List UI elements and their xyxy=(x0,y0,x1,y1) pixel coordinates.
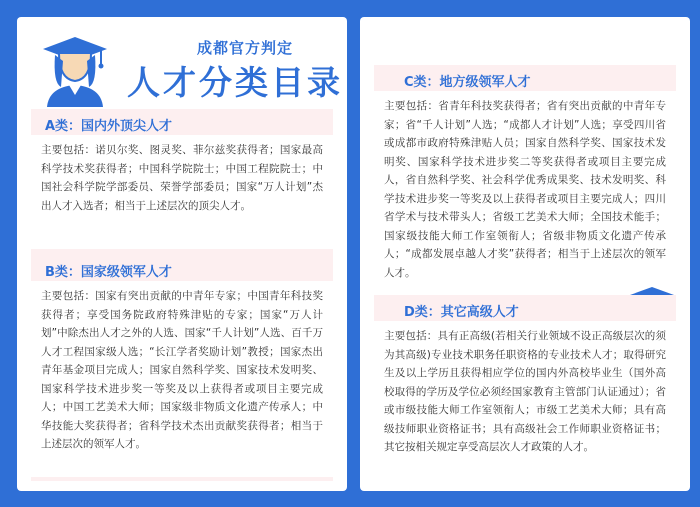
section-d-body: 主要包括：具有正高级(若相关行业领域不设正高级层次的须为其高级)专业技术职务任职资格的专业技术人才；取得研究生及以上学历且获得相应学位的国内外高校毕业生（国外高校取得的学历及学位必须经国家教育主管部门认证通过）；省或市级技能大师工作室领衔人；市级工艺美术大师；具有高级技师职业资格证书；具有高级社会工作师职业资格证书；其它按相关规定享受高层次人才政策的人才。 xyxy=(374,321,676,487)
section-b-title: B类：国家级领军人才 xyxy=(45,265,172,280)
section-c xyxy=(374,65,676,283)
section-c-title: C类：地方级领军人才 xyxy=(404,75,531,90)
section-b xyxy=(31,249,333,481)
section-b-body: 主要包括：国家有突出贡献的中青年专家；中国青年科技奖获得者；享受国务院政府特殊津贴的专家；国家“万人计划”中除杰出人才之外的人选、国家“千人计划”人选、百千万人才工程国家级人选；“长江学者奖励计划”教授；国家杰出青年基金项目完成人；国家自然科学奖、国家技术发明奖、国家科学技术进步奖一等奖及以上获得者或项目主要完成人；中国工艺美术大师；国家级非物质文化遗产传承人；中华技能大奖获得者；省科学技术杰出贡献奖获得者；相当于上述层次的领军人才。 xyxy=(31,281,333,477)
page-title: 人才分类目录 xyxy=(127,63,343,102)
right-card xyxy=(360,17,690,491)
section-d xyxy=(374,295,676,483)
section-a-title: A类：国内外顶尖人才 xyxy=(45,119,173,134)
graduate-avatar-icon xyxy=(41,35,109,107)
section-a-body: 主要包括：诺贝尔奖、图灵奖、菲尔兹奖获得者；国家最高科学技术奖获得者；中国科学院院士；中国工程院院士；中国社会科学院学部委员、荣誉学部委员；国家“万人计划”杰出人才入选者；相当于上述层次的顶尖人才。 xyxy=(31,135,333,239)
section-d-title: D类：其它高级人才 xyxy=(404,305,519,320)
left-card xyxy=(17,17,347,491)
section-c-body: 主要包括：省青年科技奖获得者；省有突出贡献的中青年专家；省“千人计划”人选；“成都人才计划”人选；享受四川省或成都市政府特殊津贴人员；国家自然科学奖、国家技术发明奖、国家科学技术进步奖二等奖获得者或项目主要完成人，省自然科学奖、社会科学优秀成果奖、技术发明奖、科学技术进步奖一等奖及以上获得者或项目主要完成人；四川省学术与技术带头人；省级工艺美术大师；全国技术能手；国家级技能大师工作室领衔人；省级非物质文化遗产传承人；“成都发展卓越人才奖”获得者；相当于上述层次的领军人才。 xyxy=(374,91,676,287)
section-a xyxy=(31,109,333,239)
official-label: 成都官方判定 xyxy=(197,39,294,57)
